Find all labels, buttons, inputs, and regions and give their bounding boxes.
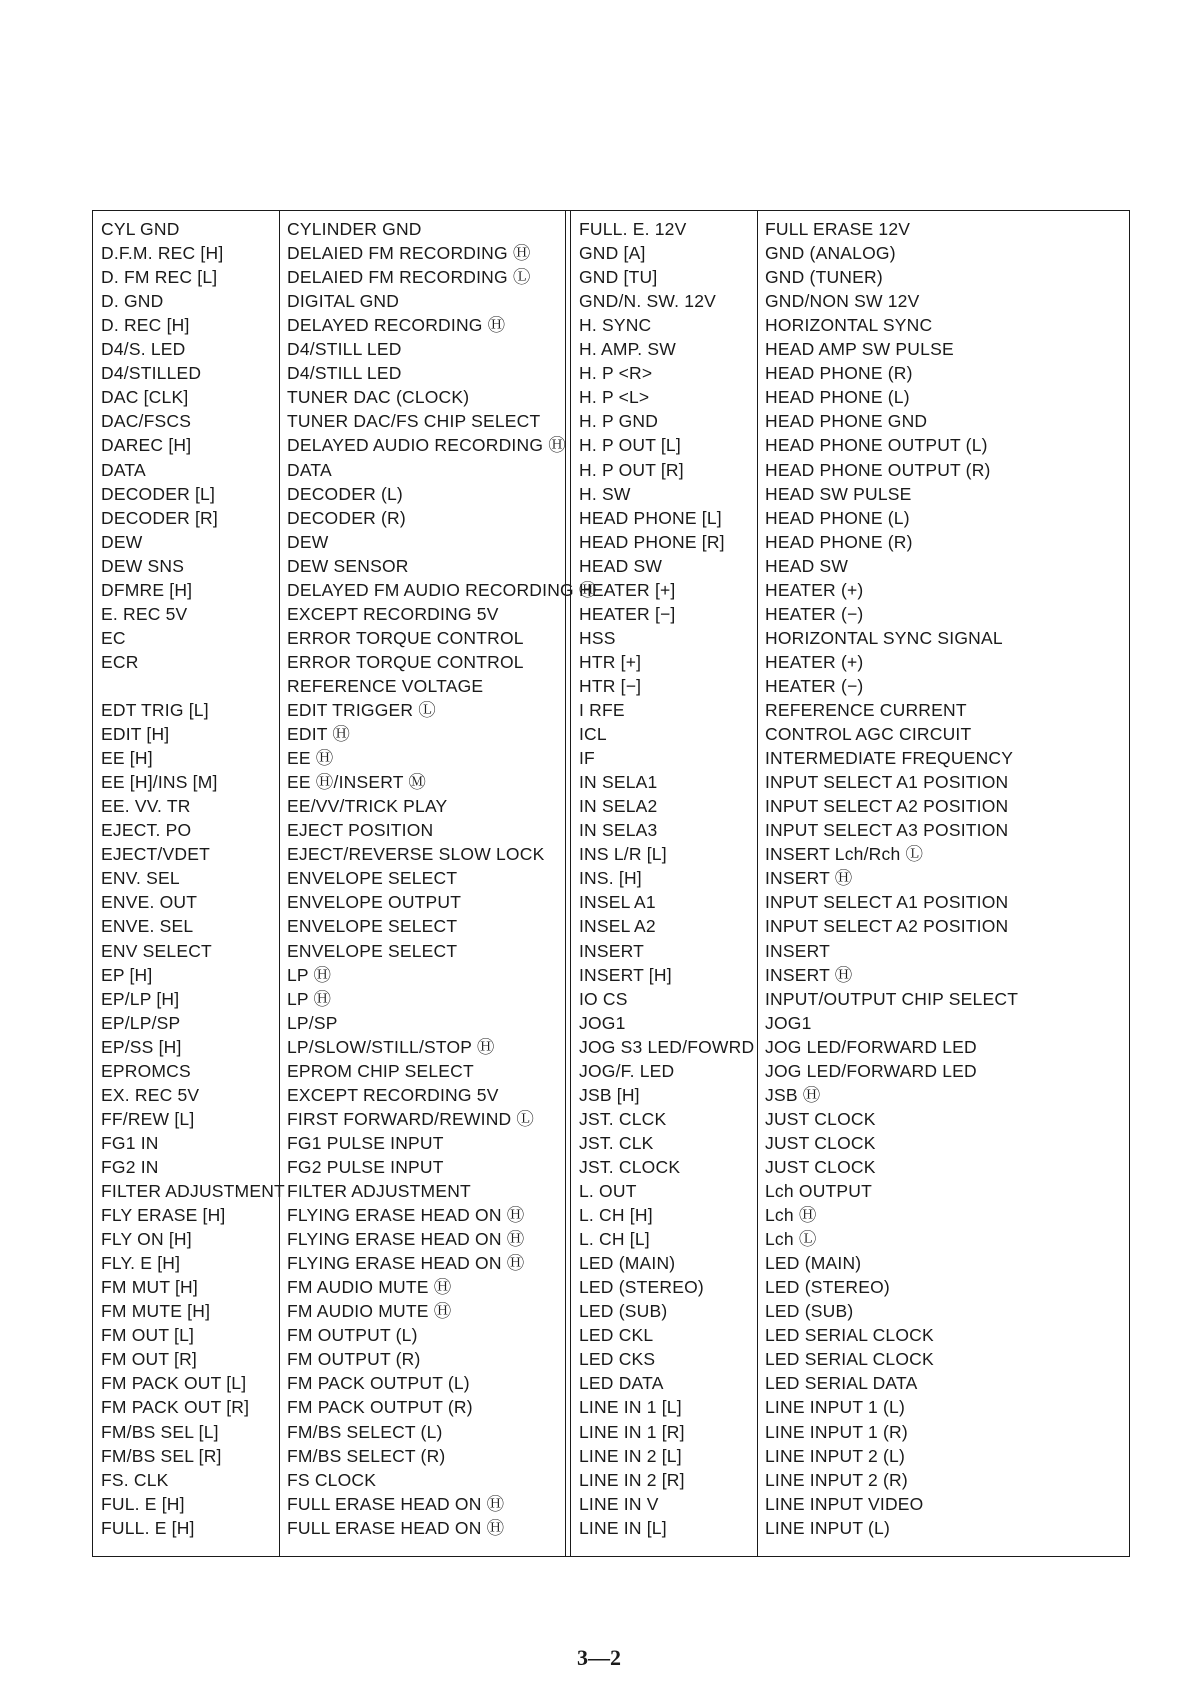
- signal-description: EDIT Ⓗ: [287, 724, 351, 745]
- signal-description: EE Ⓗ: [287, 748, 334, 769]
- signal-abbreviation: DAC/FSCS: [101, 411, 192, 432]
- signal-abbreviation: ENV. SEL: [101, 868, 180, 889]
- signal-description: HEAD PHONE (R): [765, 531, 913, 552]
- signal-description: D4/STILL LED: [287, 339, 402, 360]
- signal-abbreviation: FILTER ADJUSTMENT: [101, 1181, 285, 1201]
- signal-abbreviation: ECR: [101, 651, 139, 672]
- signal-abbreviation: L. CH [L]: [579, 1229, 650, 1250]
- signal-abbreviation: DECODER [R]: [101, 507, 218, 528]
- signal-abbreviation: HEAD PHONE [R]: [579, 531, 725, 552]
- signal-abbreviation: LED DATA: [579, 1373, 664, 1394]
- signal-description: FULL ERASE HEAD ON Ⓗ: [287, 1517, 505, 1538]
- column-divider: [279, 211, 280, 1556]
- signal-description: FG1 PULSE INPUT: [287, 1132, 444, 1153]
- signal-abbreviation: JSB [H]: [579, 1084, 640, 1105]
- signal-abbreviation: CYL GND: [101, 219, 180, 239]
- signal-description: JUST CLOCK: [765, 1156, 876, 1177]
- signal-abbreviation: FG2 IN: [101, 1156, 159, 1177]
- signal-abbreviation: L. OUT: [579, 1181, 637, 1201]
- signal-description: LINE INPUT VIDEO: [765, 1493, 924, 1514]
- signal-description: GND (TUNER): [765, 267, 883, 288]
- signal-abbreviation: H. SYNC: [579, 315, 652, 336]
- signal-abbreviation: INSERT [H]: [579, 964, 672, 985]
- signal-description: INPUT SELECT A3 POSITION: [765, 820, 1009, 841]
- signal-abbreviation: HEAD SW: [579, 555, 663, 576]
- signal-abbreviation: INSERT: [579, 940, 645, 961]
- signal-abbreviation: D. FM REC [L]: [101, 267, 218, 288]
- signal-abbreviation: H. P OUT [L]: [579, 435, 681, 456]
- signal-abbreviation: DEW: [101, 531, 143, 552]
- signal-description: DECODER (L): [287, 483, 403, 504]
- signal-description: ENVELOPE OUTPUT: [287, 892, 462, 913]
- signal-abbreviation: H. P OUT [R]: [579, 459, 684, 480]
- signal-abbreviation: LINE IN V: [579, 1493, 659, 1514]
- signal-description: LP Ⓗ: [287, 964, 332, 985]
- signal-description: EDIT TRIGGER Ⓛ: [287, 700, 436, 720]
- signal-description: HORIZONTAL SYNC SIGNAL: [765, 627, 1003, 648]
- abbreviation-table: [92, 210, 1130, 1557]
- signal-abbreviation: EDT TRIG [L]: [101, 700, 209, 720]
- signal-description: TUNER DAC/FS CHIP SELECT: [287, 411, 541, 432]
- signal-description: JOG1: [765, 1012, 812, 1033]
- signal-description: HEAD PHONE OUTPUT (L): [765, 435, 988, 456]
- signal-description: DELAIED FM RECORDING Ⓗ: [287, 243, 531, 264]
- signal-abbreviation: H. AMP. SW: [579, 339, 676, 360]
- signal-description: DEW: [287, 531, 329, 552]
- signal-description: LP/SLOW/STILL/STOP Ⓗ: [287, 1036, 495, 1057]
- signal-abbreviation: EP/LP/SP: [101, 1012, 181, 1033]
- signal-description: HEATER (+): [765, 651, 864, 672]
- signal-description: LINE INPUT 2 (R): [765, 1469, 908, 1490]
- signal-abbreviation: FLY. E [H]: [101, 1253, 181, 1274]
- signal-description: LED (STEREO): [765, 1277, 890, 1298]
- signal-description: FS CLOCK: [287, 1469, 377, 1490]
- signal-description: LED SERIAL DATA: [765, 1373, 918, 1394]
- page-number: 3—2: [577, 1645, 621, 1670]
- signal-abbreviation: EE [H]: [101, 748, 153, 769]
- signal-abbreviation: D4/STILLED: [101, 363, 202, 384]
- signal-abbreviation: EP/SS [H]: [101, 1036, 182, 1057]
- signal-description: ENVELOPE SELECT: [287, 940, 458, 961]
- signal-abbreviation: D4/S. LED: [101, 339, 186, 360]
- signal-description: ERROR TORQUE CONTROL: [287, 627, 524, 648]
- signal-description: LP/SP: [287, 1012, 338, 1033]
- signal-abbreviation: I RFE: [579, 700, 625, 720]
- signal-description: FM PACK OUTPUT (R): [287, 1397, 473, 1418]
- signal-abbreviation: EPROMCS: [101, 1060, 191, 1081]
- signal-abbreviation: FUL. E [H]: [101, 1493, 185, 1514]
- signal-abbreviation: FM PACK OUT [R]: [101, 1397, 250, 1418]
- signal-description: ERROR TORQUE CONTROL: [287, 651, 524, 672]
- signal-abbreviation: D. GND: [101, 291, 164, 312]
- signal-description: HEATER (+): [765, 579, 864, 600]
- signal-description: LED (MAIN): [765, 1253, 862, 1274]
- signal-description: HORIZONTAL SYNC: [765, 315, 933, 336]
- signal-abbreviation: EDIT [H]: [101, 724, 170, 745]
- signal-description: DELAYED RECORDING Ⓗ: [287, 315, 506, 336]
- signal-abbreviation: HTR [−]: [579, 675, 642, 696]
- signal-description: INPUT SELECT A1 POSITION: [765, 892, 1009, 913]
- signal-description: GND (ANALOG): [765, 243, 896, 264]
- signal-description: INSERT Ⓗ: [765, 868, 853, 889]
- signal-description: DELAIED FM RECORDING Ⓛ: [287, 267, 531, 288]
- signal-abbreviation: LED (MAIN): [579, 1253, 676, 1274]
- signal-description: ENVELOPE SELECT: [287, 916, 458, 937]
- signal-description: TUNER DAC (CLOCK): [287, 387, 470, 408]
- signal-abbreviation: EE [H]/INS [M]: [101, 772, 218, 793]
- signal-abbreviation: H. P <R>: [579, 363, 653, 384]
- signal-abbreviation: INS. [H]: [579, 868, 642, 889]
- signal-abbreviation: FM/BS SEL [L]: [101, 1421, 219, 1442]
- signal-description: FM PACK OUTPUT (L): [287, 1373, 470, 1394]
- signal-description: LED (SUB): [765, 1301, 854, 1322]
- signal-description: REFERENCE VOLTAGE: [287, 675, 484, 696]
- signal-description: EXCEPT RECORDING 5V: [287, 603, 499, 624]
- signal-description: HEAD SW PULSE: [765, 483, 912, 504]
- signal-description: EXCEPT RECORDING 5V: [287, 1084, 499, 1105]
- signal-abbreviation: LINE IN 1 [L]: [579, 1397, 682, 1418]
- signal-abbreviation: L. CH [H]: [579, 1205, 653, 1226]
- signal-abbreviation: LED CKS: [579, 1349, 656, 1370]
- signal-description: FM OUTPUT (L): [287, 1325, 418, 1346]
- signal-description: FILTER ADJUSTMENT: [287, 1181, 471, 1201]
- signal-abbreviation: D.F.M. REC [H]: [101, 243, 224, 264]
- signal-abbreviation: DATA: [101, 459, 146, 480]
- signal-description: DATA: [287, 459, 332, 480]
- signal-abbreviation: FLY ERASE [H]: [101, 1205, 226, 1226]
- signal-abbreviation: IN SELA2: [579, 796, 658, 817]
- signal-abbreviation: LED (SUB): [579, 1301, 668, 1322]
- signal-abbreviation: LED CKL: [579, 1325, 654, 1346]
- signal-description: LINE INPUT 2 (L): [765, 1445, 905, 1466]
- signal-abbreviation: DAREC [H]: [101, 435, 192, 456]
- signal-description: DELAYED AUDIO RECORDING Ⓗ: [287, 435, 566, 456]
- signal-description: LED SERIAL CLOCK: [765, 1325, 934, 1346]
- signal-abbreviation: HTR [+]: [579, 651, 642, 672]
- signal-abbreviation: EC: [101, 627, 126, 648]
- signal-description: FM OUTPUT (R): [287, 1349, 421, 1370]
- signal-description: CONTROL AGC CIRCUIT: [765, 724, 972, 745]
- signal-description: HEAD SW: [765, 555, 849, 576]
- signal-description: FULL ERASE HEAD ON Ⓗ: [287, 1493, 505, 1514]
- signal-abbreviation: GND [TU]: [579, 267, 658, 288]
- signal-abbreviation: EP [H]: [101, 964, 153, 985]
- signal-abbreviation: LINE IN 1 [R]: [579, 1421, 685, 1442]
- signal-description: DELAYED FM AUDIO RECORDING Ⓗ: [287, 579, 597, 600]
- signal-abbreviation: FM MUT [H]: [101, 1277, 198, 1298]
- signal-description: FIRST FORWARD/REWIND Ⓛ: [287, 1108, 535, 1129]
- signal-description: FLYING ERASE HEAD ON Ⓗ: [287, 1205, 525, 1226]
- signal-description: INPUT SELECT A2 POSITION: [765, 796, 1009, 817]
- signal-description: HEAD AMP SW PULSE: [765, 339, 954, 360]
- signal-abbreviation: DECODER [L]: [101, 483, 216, 504]
- signal-abbreviation: JST. CLK: [579, 1132, 654, 1153]
- signal-description: D4/STILL LED: [287, 363, 402, 384]
- column-divider: [757, 211, 758, 1556]
- signal-description: JOG LED/FORWARD LED: [765, 1036, 977, 1057]
- signal-abbreviation: FM PACK OUT [L]: [101, 1373, 247, 1394]
- signal-description: EJECT POSITION: [287, 820, 434, 841]
- signal-abbreviation: ENVE. SEL: [101, 916, 194, 937]
- signal-description: HEAD PHONE GND: [765, 411, 928, 432]
- signal-abbreviation: D. REC [H]: [101, 315, 190, 336]
- signal-description: FM AUDIO MUTE Ⓗ: [287, 1277, 452, 1298]
- signal-description: INSERT Ⓗ: [765, 964, 853, 985]
- signal-abbreviation: ENVE. OUT: [101, 892, 198, 913]
- signal-abbreviation: INSEL A2: [579, 916, 656, 937]
- signal-abbreviation: JST. CLOCK: [579, 1156, 681, 1177]
- signal-description: EJECT/REVERSE SLOW LOCK: [287, 844, 545, 865]
- signal-description: FLYING ERASE HEAD ON Ⓗ: [287, 1229, 525, 1250]
- signal-abbreviation: FG1 IN: [101, 1132, 159, 1153]
- signal-description: FLYING ERASE HEAD ON Ⓗ: [287, 1253, 525, 1274]
- signal-abbreviation: FM OUT [L]: [101, 1325, 195, 1346]
- signal-abbreviation: FM OUT [R]: [101, 1349, 197, 1370]
- signal-abbreviation: DEW SNS: [101, 555, 185, 576]
- center-divider: [570, 211, 571, 1556]
- signal-abbreviation: HEATER [+]: [579, 579, 676, 600]
- signal-abbreviation: INSEL A1: [579, 892, 656, 913]
- signal-abbreviation: E. REC 5V: [101, 603, 188, 624]
- signal-description: HEAD PHONE OUTPUT (R): [765, 459, 991, 480]
- signal-description: JUST CLOCK: [765, 1108, 876, 1129]
- signal-abbreviation: LINE IN [L]: [579, 1517, 667, 1538]
- signal-abbreviation: IO CS: [579, 988, 628, 1009]
- signal-description: FULL ERASE 12V: [765, 219, 911, 239]
- signal-description: Lch Ⓛ: [765, 1229, 817, 1250]
- signal-abbreviation: IF: [579, 748, 595, 769]
- signal-description: CYLINDER GND: [287, 219, 422, 239]
- signal-description: LP Ⓗ: [287, 988, 332, 1009]
- signal-abbreviation: JOG1: [579, 1012, 626, 1033]
- signal-abbreviation: DAC [CLK]: [101, 387, 189, 408]
- signal-description: LINE INPUT (L): [765, 1517, 891, 1538]
- signal-abbreviation: EP/LP [H]: [101, 988, 180, 1009]
- signal-description: INSERT Lch/Rch Ⓛ: [765, 844, 924, 865]
- signal-description: LED SERIAL CLOCK: [765, 1349, 934, 1370]
- signal-description: HEAD PHONE (R): [765, 363, 913, 384]
- signal-abbreviation: LINE IN 2 [L]: [579, 1445, 682, 1466]
- signal-abbreviation: FLY ON [H]: [101, 1229, 192, 1250]
- signal-description: FM/BS SELECT (L): [287, 1421, 443, 1442]
- signal-abbreviation: DFMRE [H]: [101, 579, 193, 600]
- signal-description: EE Ⓗ/INSERT Ⓜ: [287, 772, 427, 793]
- signal-abbreviation: EJECT/VDET: [101, 844, 210, 865]
- signal-description: HEATER (−): [765, 603, 864, 624]
- signal-description: Lch OUTPUT: [765, 1181, 873, 1201]
- signal-abbreviation: EX. REC 5V: [101, 1084, 200, 1105]
- signal-description: FM AUDIO MUTE Ⓗ: [287, 1301, 452, 1322]
- signal-description: JOG LED/FORWARD LED: [765, 1060, 977, 1081]
- signal-description: GND/NON SW 12V: [765, 291, 920, 312]
- signal-description: INPUT SELECT A2 POSITION: [765, 916, 1009, 937]
- signal-abbreviation: JOG S3 LED/FOWRD: [579, 1036, 755, 1057]
- center-divider: [565, 211, 566, 1556]
- signal-description: EPROM CHIP SELECT: [287, 1060, 474, 1081]
- signal-description: ENVELOPE SELECT: [287, 868, 458, 889]
- signal-abbreviation: ICL: [579, 724, 607, 745]
- signal-abbreviation: EE. VV. TR: [101, 796, 191, 817]
- signal-abbreviation: FF/REW [L]: [101, 1108, 195, 1129]
- signal-description: REFERENCE CURRENT: [765, 700, 967, 720]
- signal-description: INTERMEDIATE FREQUENCY: [765, 748, 1014, 769]
- signal-abbreviation: IN SELA1: [579, 772, 658, 793]
- signal-description: HEATER (−): [765, 675, 864, 696]
- signal-description: EE/VV/TRICK PLAY: [287, 796, 448, 817]
- signal-description: INSERT: [765, 940, 831, 961]
- signal-abbreviation: GND [A]: [579, 243, 646, 264]
- signal-abbreviation: HSS: [579, 627, 616, 648]
- signal-abbreviation: FULL. E [H]: [101, 1517, 195, 1538]
- signal-description: INPUT/OUTPUT CHIP SELECT: [765, 988, 1019, 1009]
- signal-description: DEW SENSOR: [287, 555, 409, 576]
- signal-abbreviation: H. P <L>: [579, 387, 650, 408]
- signal-abbreviation: JOG/F. LED: [579, 1060, 675, 1081]
- signal-abbreviation: HEAD PHONE [L]: [579, 507, 722, 528]
- signal-abbreviation: IN SELA3: [579, 820, 658, 841]
- signal-description: Lch Ⓗ: [765, 1205, 817, 1226]
- signal-abbreviation: FULL. E. 12V: [579, 219, 687, 239]
- signal-abbreviation: GND/N. SW. 12V: [579, 291, 716, 312]
- signal-abbreviation: H. P GND: [579, 411, 659, 432]
- signal-abbreviation: ENV SELECT: [101, 940, 212, 961]
- signal-abbreviation: FS. CLK: [101, 1469, 169, 1490]
- signal-description: FG2 PULSE INPUT: [287, 1156, 444, 1177]
- signal-abbreviation: LINE IN 2 [R]: [579, 1469, 685, 1490]
- signal-abbreviation: FM/BS SEL [R]: [101, 1445, 222, 1466]
- signal-description: LINE INPUT 1 (L): [765, 1397, 905, 1418]
- signal-abbreviation: LED (STEREO): [579, 1277, 704, 1298]
- signal-description: FM/BS SELECT (R): [287, 1445, 446, 1466]
- signal-abbreviation: JST. CLCK: [579, 1108, 667, 1129]
- signal-abbreviation: FM MUTE [H]: [101, 1301, 211, 1322]
- signal-description: DIGITAL GND: [287, 291, 400, 312]
- signal-abbreviation: H. SW: [579, 483, 631, 504]
- signal-description: LINE INPUT 1 (R): [765, 1421, 908, 1442]
- signal-description: HEAD PHONE (L): [765, 387, 910, 408]
- signal-description: HEAD PHONE (L): [765, 507, 910, 528]
- signal-description: DECODER (R): [287, 507, 406, 528]
- signal-description: JSB Ⓗ: [765, 1084, 821, 1105]
- signal-abbreviation: INS L/R [L]: [579, 844, 667, 865]
- signal-description: JUST CLOCK: [765, 1132, 876, 1153]
- signal-abbreviation: EJECT. PO: [101, 820, 192, 841]
- signal-description: INPUT SELECT A1 POSITION: [765, 772, 1009, 793]
- signal-abbreviation: HEATER [−]: [579, 603, 676, 624]
